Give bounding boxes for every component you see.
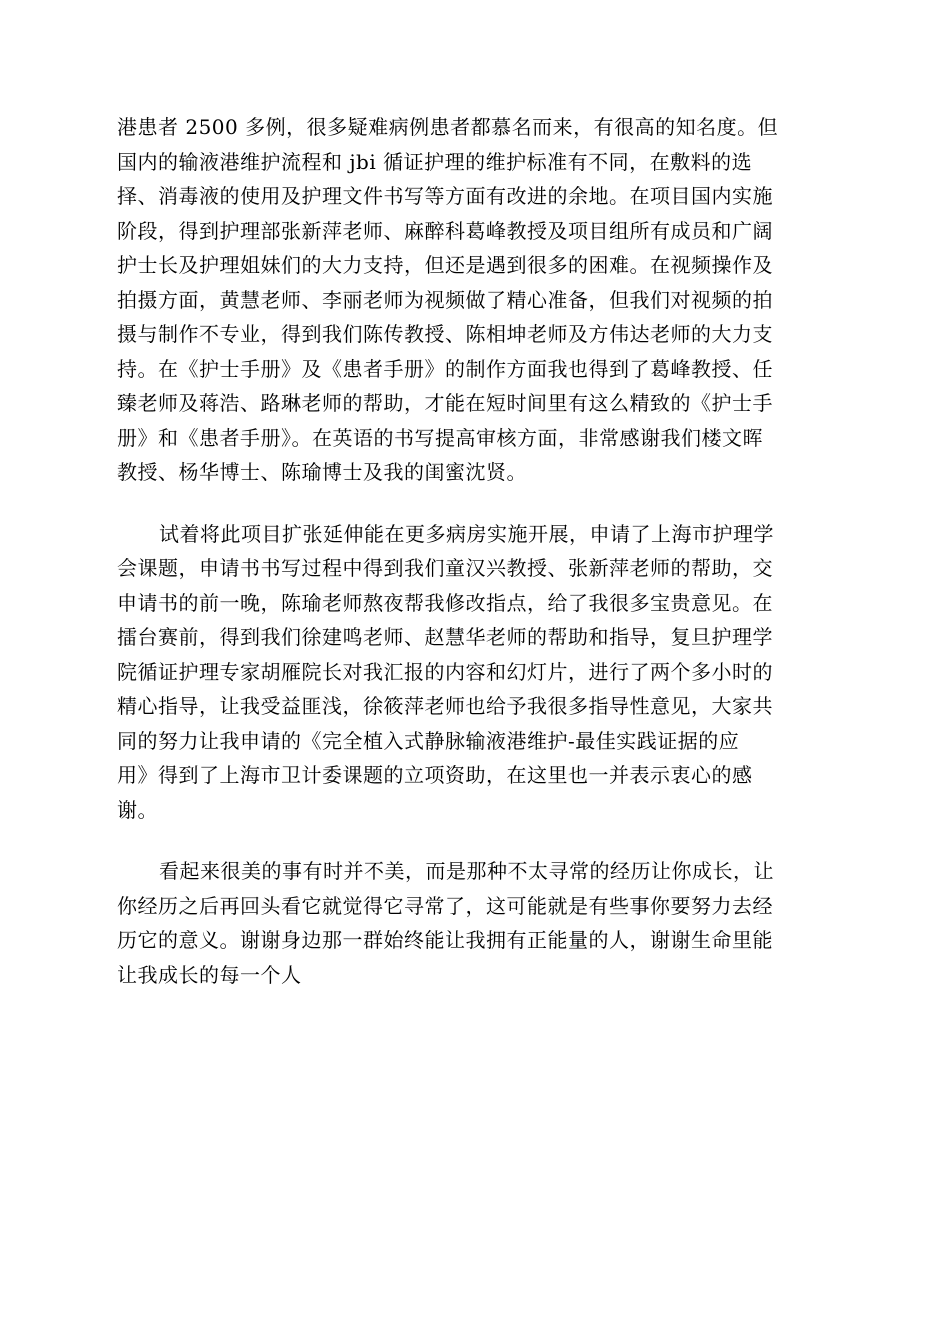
text-line: 臻老师及蒋浩、路琳老师的帮助，才能在短时间里有这么精致的《护士手 [117, 391, 773, 415]
text-line: 精心指导，让我受益匪浅，徐筱萍老师也给予我很多指导性意见，大家共 [117, 694, 773, 718]
text-line: 护士长及护理姐妹们的大力支持，但还是遇到很多的困难。在视频操作及 [117, 253, 773, 277]
text-line: 擂台赛前，得到我们徐建鸣老师、赵慧华老师的帮助和指导，复旦护理学 [117, 625, 773, 649]
text-line: 试着将此项目扩张延伸能在更多病房实施开展，申请了上海市护理学 [159, 521, 774, 546]
text-line: 会课题，申请书书写过程中得到我们童汉兴教授、张新萍老师的帮助，交 [117, 556, 773, 580]
paragraph-3 [117, 854, 837, 992]
text-line: 摄与制作不专业，得到我们陈传教授、陈相坤老师及方伟达老师的大力支 [117, 322, 773, 346]
text-line: 让我成长的每一个人 [117, 962, 302, 987]
text-line: 拍摄方面，黄慧老师、李丽老师为视频做了精心准备，但我们对视频的拍 [117, 287, 773, 312]
paragraph-1 [117, 110, 837, 490]
text-line: 用》得到了上海市卫计委课题的立项资助，在这里也一并表示衷心的感 [117, 763, 753, 787]
text-line: 同的努力让我申请的《完全植入式静脉输液港维护-最佳实践证据的应 [117, 728, 740, 753]
text-line: 你经历之后再回头看它就觉得它寻常了，这可能就是有些事你要努力去经 [117, 893, 773, 918]
text-line: 港患者 2500 多例，很多疑难病例患者都慕名而来，有很高的知名度。但 [117, 115, 779, 139]
text-line: 国内的输液港维护流程和 jbi 循证护理的维护标准有不同，在敷料的选 [117, 149, 753, 174]
paragraph-spacer [117, 490, 837, 517]
text-line: 院循证护理专家胡雁院长对我汇报的内容和幻灯片，进行了两个多小时的 [117, 659, 773, 684]
text-line: 持。在《护士手册》及《患者手册》的制作方面我也得到了葛峰教授、任 [117, 356, 773, 381]
text-line: 谢。 [117, 797, 158, 822]
text-line: 择、消毒液的使用及护理文件书写等方面有改进的余地。在项目国内实施 [117, 184, 773, 208]
text-line: 看起来很美的事有时并不美，而是那种不太寻常的经历让你成长，让 [159, 859, 774, 883]
paragraph-2 [117, 517, 837, 828]
text-line: 教授、杨华博士、陈瑜博士及我的闺蜜沈贤。 [117, 460, 527, 484]
document-body [117, 110, 837, 992]
text-line: 册》和《患者手册》。在英语的书写提高审核方面，非常感谢我们楼文晖 [117, 425, 763, 450]
text-line: 阶段，得到护理部张新萍老师、麻醉科葛峰教授及项目组所有成员和广阔 [117, 218, 773, 243]
text-line: 申请书的前一晚，陈瑜老师熬夜帮我修改指点，给了我很多宝贵意见。在 [117, 590, 773, 615]
text-line: 历它的意义。谢谢身边那一群始终能让我拥有正能量的人，谢谢生命里能 [117, 928, 773, 952]
paragraph-spacer [117, 827, 837, 854]
